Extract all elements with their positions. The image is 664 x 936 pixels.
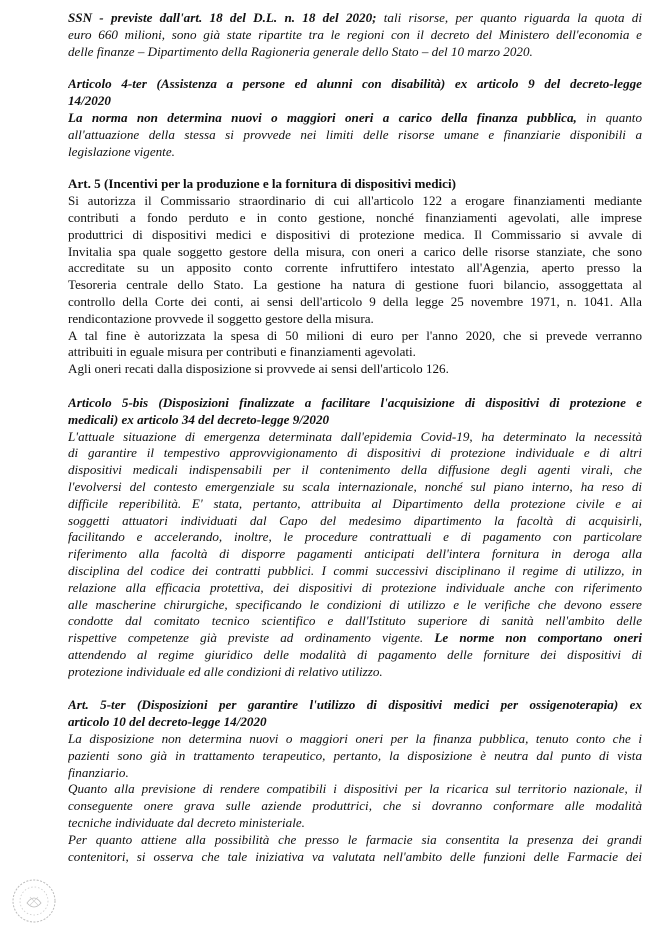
official-seal-icon: [10, 877, 58, 925]
art5bis-heading: Articolo 5-bis (Disposizioni finalizzate a facilitare l'acquisizione di dispositivi di protezione e: [68, 394, 642, 410]
art5-heading: Art. 5 (Incentivi per la produzione e la fornitura di dispositivi medici): [68, 176, 456, 192]
art5-section: Art. 5 (Incentivi per la produzione e la fornitura di dispositivi medici) Si autorizza il Commissario straordinario di cui all'articolo 122 a erogare finanziamenti mediante contributi a fondo perduto e in conto gestione, nonché finanziamenti agevolati, alle imprese produttrici di dispositivi medici e dispositivi di protezione medica. Il Commissario si avvale di Invitalia spa quale soggetto gestore della misura, con oneri a carico delle risorse stanziate, che sono accreditate su un apposito conto corrente infruttifero intestato all'Agenzia, aperto presso la Tesoreria centrale dello Stato. La gestione ha natura di gestione fuori bilancio, assoggettata al controllo della Corte dei conti, ai sensi dell'articolo 9 della legge 25 novembre 1971, n. 1041. Alla rendicontazione provvede il soggetto gestore della misura. A tal fine è autorizzata la spesa di 50 milioni di euro per l'anno 2020, che si prevede verranno attribuiti in eguale misura per contributi e finanziamenti agevolati. Agli oneri recati dalla disposizione si provvede ai sensi dell'articolo 126.: [68, 176, 642, 377]
art4ter-heading: Articolo 4-ter (Assistenza a persone ed alunni con disabilità) ex articolo 9 del decreto-legge: [68, 76, 642, 92]
intro-bold: SSN - previste dall'art. 18 del D.L. n. 18 del 2020;: [68, 10, 377, 25]
document-page: [68, 10, 642, 865]
art4ter-section: Articolo 4-ter (Assistenza a persone ed alunni con disabilità) ex articolo 9 del decreto-legge 14/2020 La norma non determina nuovi o maggiori oneri a carico della finanza pubblica, in quanto all'attuazione della stessa si provvede nei limiti delle risorse umane e finanziarie disponibili a legislazione vigente.: [68, 76, 642, 159]
art5ter-heading: Art. 5-ter (Disposizioni per garantire l'utilizzo di dispositivi medici per ossigenoterapia) ex: [68, 697, 642, 713]
art5bis-section: Articolo 5-bis (Disposizioni finalizzate a facilitare l'acquisizione di dispositivi di protezione e medicali) ex articolo 34 del decreto-legge 9/2020 L'attuale situazione di emergenza determinata dall'epidemia Covid-19, ha determinato la necessità di garantire il tempestivo approvvigionamento di dispositivi di protezione individuale e di altri dispositivi medicali indispensabili per il contenimento della diffusione degli agenti virali, che l'evolversi del contesto emergenziale su scala internazionale, nonché sul piano interno, ha reso di difficile reperibilità. E' stata, pertanto, attribuita al Dipartimento della protezione civile e ai soggetti attuatori individuati dal Capo del medesimo dipartimento la facoltà di acquisirli, facilitando e accelerando, inoltre, le procedure contrattuali e di pagamento con particolare riferimento alla facoltà di disporre pagamenti anticipati dell'intera fornitura in deroga alla disciplina del codice dei contratti pubblici. I commi successivi disciplinano il regime di utilizzo, in relazione alla efficacia protettiva, dei dispositivi di protezione individuale anche con riferimento alle mascherine chirurgiche, specificando le condizioni di utilizzo e le verifiche che devono essere condotte dal comitato tecnico scientifico e dall'Istituto superiore di sanità nell'ambito delle rispettive competenze già previste ad ordinamento vigente. Le norme non comportano oneri attendendo al regime giuridico delle modalità di pagamento delle forniture dei dispositivi di protezione individuale ed alle condizioni di relativo utilizzo.: [68, 394, 642, 679]
intro-paragraph: SSN - previste dall'art. 18 del D.L. n. 18 del 2020; tali risorse, per quanto riguarda la quota di euro 660 milioni, sono già state ripartite tra le regioni con il decreto del Ministero dell'economia e delle finanze – Dipartimento della Ragioneria generale dello Stato – del 10 marzo 2020.: [68, 10, 642, 59]
art5ter-section: Art. 5-ter (Disposizioni per garantire l'utilizzo di dispositivi medici per ossigenoterapia) ex articolo 10 del decreto-legge 14/2020 La disposizione non determina nuovi o maggiori oneri per la finanza pubblica, tenuto conto che i pazienti sono già in trattamento terapeutico, pertanto, la disposizione è neutra dal punto di vista finanziario. Quanto alla previsione di rendere compatibili i dispositivi per la ricarica sul territorio nazionale, il conseguente onere grava sulle aziende produttrici, che si dovranno conformare alle modalità tecniche individuate dal decreto ministeriale. Per quanto attiene alla possibilità che presso le farmacie sia consentita la presenza dei grandi contenitori, si osserva che tale iniziativa va valutata nell'ambito delle funzioni delle Farmacie dei: [68, 697, 642, 864]
